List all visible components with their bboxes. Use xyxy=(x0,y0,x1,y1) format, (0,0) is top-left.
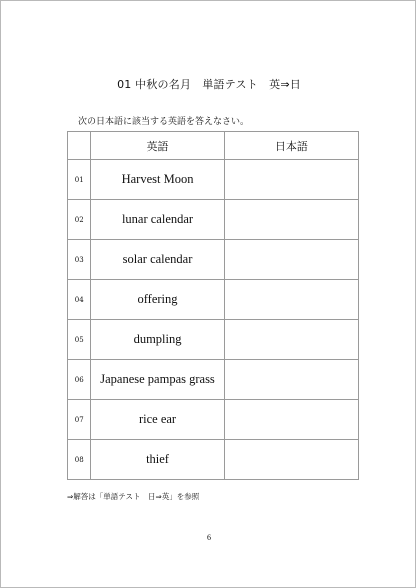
english-word: Harvest Moon xyxy=(91,160,224,200)
row-number: 06 xyxy=(68,360,91,400)
row-number: 03 xyxy=(68,240,91,280)
japanese-answer-cell xyxy=(224,360,358,400)
row-number: 04 xyxy=(68,280,91,320)
header-english: 英語 xyxy=(91,132,224,160)
table-row xyxy=(68,360,359,400)
header-japanese: 日本語 xyxy=(224,132,358,160)
japanese-answer-cell xyxy=(224,240,358,280)
table-header-row xyxy=(68,132,359,160)
english-word: rice ear xyxy=(91,400,224,440)
row-number: 05 xyxy=(68,320,91,360)
table-row xyxy=(68,440,359,480)
english-word: offering xyxy=(91,280,224,320)
english-word: thief xyxy=(91,440,224,480)
table-row xyxy=(68,280,359,320)
instruction-text: 次の日本語に該当する英語を答えなさい。 xyxy=(78,117,250,127)
japanese-answer-cell xyxy=(224,440,358,480)
row-number: 07 xyxy=(68,400,91,440)
header-number xyxy=(68,132,91,160)
table-row xyxy=(68,320,359,360)
table-row xyxy=(68,160,359,200)
japanese-answer-cell xyxy=(224,160,358,200)
row-number: 01 xyxy=(68,160,91,200)
japanese-answer-cell xyxy=(224,320,358,360)
answer-reference-note: ⇒解答は「単語テスト 日⇒英」を参照 xyxy=(67,492,200,501)
table-row xyxy=(68,240,359,280)
page-number: 6 xyxy=(207,533,211,542)
japanese-answer-cell xyxy=(224,280,358,320)
table-row xyxy=(68,200,359,240)
english-word: dumpling xyxy=(91,320,224,360)
english-word: solar calendar xyxy=(91,240,224,280)
english-word: Japanese pampas grass xyxy=(91,360,224,400)
row-number: 02 xyxy=(68,200,91,240)
japanese-answer-cell xyxy=(224,400,358,440)
table-row xyxy=(68,400,359,440)
vocabulary-table xyxy=(67,131,359,480)
row-number: 08 xyxy=(68,440,91,480)
page-title: 01 中秋の名月 単語テスト 英⇒日 xyxy=(117,78,301,91)
japanese-answer-cell xyxy=(224,200,358,240)
english-word: lunar calendar xyxy=(91,200,224,240)
